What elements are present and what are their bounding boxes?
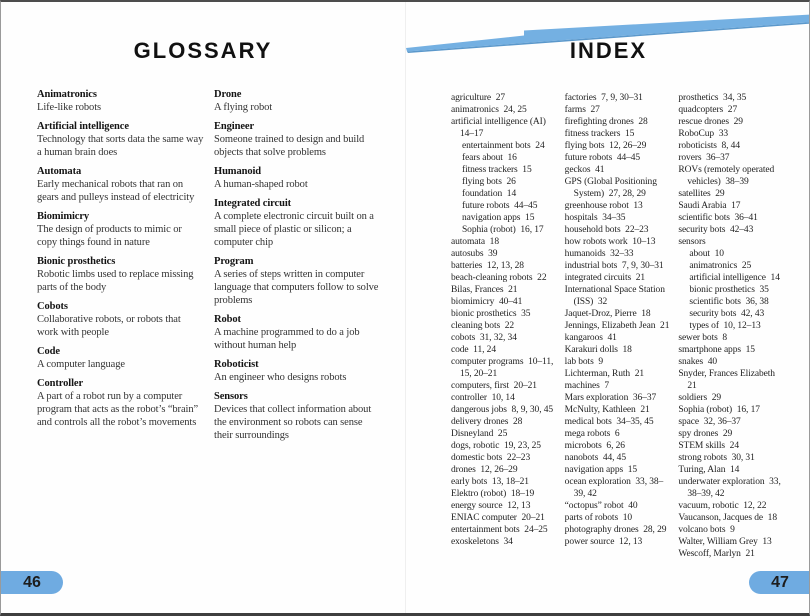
index-entry: soldiers 29 xyxy=(678,393,722,403)
glossary-definition: Someone trained to design and build objects that solve problems xyxy=(214,134,365,158)
index-entry: code 11, 24 xyxy=(451,345,496,355)
index-entry: parts of robots 10 xyxy=(564,513,633,523)
index-entry: scientific bots 36–41 xyxy=(678,213,758,223)
glossary-entry xyxy=(214,120,381,159)
index-entry: Walter, William Grey 13 xyxy=(678,537,772,547)
index-entry: exoskeletons 34 xyxy=(451,537,513,547)
index-subentry: foundation 14 xyxy=(462,189,517,199)
glossary-entry xyxy=(37,88,204,114)
index-entry: computer programs 10–11, 15, 20–21 xyxy=(451,357,554,379)
glossary-term: Animatronics xyxy=(37,89,97,100)
index-subentry: future robots 44–45 xyxy=(462,201,538,211)
index-entry: nanobots 44, 45 xyxy=(564,453,626,463)
glossary-definition: Robotic limbs used to replace missing parts of the body xyxy=(37,269,194,293)
glossary-definition: The design of products to mimic or copy things found in nature xyxy=(37,224,182,248)
index-entry: future robots 44–45 xyxy=(564,153,641,163)
glossary-term: Engineer xyxy=(214,121,255,132)
glossary-definition: Life-like robots xyxy=(37,102,102,113)
index-subentry: scientific bots 36, 38 xyxy=(689,297,769,307)
glossary-entry xyxy=(37,120,204,159)
index-entry: ENIAC computer 20–21 xyxy=(451,513,545,523)
index-entry: cobots 31, 32, 34 xyxy=(451,333,517,343)
index-entry: ocean exploration 33, 38–39, 42 xyxy=(564,477,664,499)
index-subentry: about 10 xyxy=(689,249,724,259)
index-entry: snakes 40 xyxy=(678,357,718,367)
index-entry: security bots 42–43 xyxy=(678,225,754,235)
glossary-term: Drone xyxy=(214,89,242,100)
glossary-definition: Devices that collect information about the environment so robots can sense their surroundings xyxy=(214,404,372,441)
index-subentry: bionic prosthetics 35 xyxy=(689,285,769,295)
index-subentry: animatronics 25 xyxy=(689,261,752,271)
glossary-term: Program xyxy=(214,256,254,267)
index-subentry: fitness trackers 15 xyxy=(462,165,532,175)
index-subentry: artificial intelligence 14 xyxy=(689,273,780,283)
index-subentry: fears about 16 xyxy=(462,153,517,163)
index-entry: computers, first 20–21 xyxy=(451,381,537,391)
index-entry: Saudi Arabia 17 xyxy=(678,201,741,211)
index-entry: industrial bots 7, 9, 30–31 xyxy=(564,261,664,271)
index-entry: animatronics 24, 25 xyxy=(451,105,527,115)
glossary-entry xyxy=(37,210,204,249)
index-entry: medical bots 34–35, 45 xyxy=(564,417,654,427)
glossary-term: Code xyxy=(37,346,60,357)
index-entry: navigation apps 15 xyxy=(564,465,638,475)
index-entry: humanoids 32–33 xyxy=(564,249,634,259)
index-entry: dogs, robotic 19, 23, 25 xyxy=(451,441,541,451)
glossary-entry xyxy=(214,313,381,352)
glossary-definition: A part of a robot run by a computer program that acts as the robot’s “brain” and controls all the robot’s movements xyxy=(37,391,199,428)
index-entry: bionic prosthetics 35 xyxy=(451,309,531,319)
glossary-definition: A complete electronic circuit built on a small piece of plastic or silicon; a computer chip xyxy=(214,211,374,248)
glossary-definition: An engineer who designs robots xyxy=(214,372,347,383)
glossary-definition: Collaborative robots, or robots that work with people xyxy=(37,314,181,338)
index-entry: International Space Station (ISS) 32 xyxy=(564,285,665,307)
index-entry: sensors xyxy=(678,237,706,247)
index-subentry: navigation apps 15 xyxy=(462,213,535,223)
glossary-entry xyxy=(37,345,204,371)
index-entry: smartphone apps 15 xyxy=(678,345,755,355)
glossary-entry xyxy=(214,255,381,307)
glossary-title: GLOSSARY xyxy=(133,38,273,63)
glossary-entry xyxy=(37,377,204,429)
index-subentry: Sophia (robot) 16, 17 xyxy=(462,225,544,235)
glossary-entry xyxy=(214,358,381,384)
index-entry: geckos 41 xyxy=(564,165,605,175)
glossary-definition: A series of steps written in computer language that computers follow to solve problems xyxy=(214,269,379,306)
glossary-term: Roboticist xyxy=(214,359,259,370)
index-entry: agriculture 27 xyxy=(451,93,505,103)
index-entry: quadcopters 27 xyxy=(678,105,738,115)
index-entry: domestic bots 22–23 xyxy=(451,453,531,463)
glossary-entry xyxy=(214,197,381,249)
index-entry: satellites 29 xyxy=(678,189,725,199)
index-entry: Vaucanson, Jacques de 18 xyxy=(678,513,777,523)
index-column-2 xyxy=(565,92,672,560)
glossary-term: Integrated circuit xyxy=(214,198,292,209)
index-subentry: flying bots 26 xyxy=(462,177,516,187)
index-entry: autosubs 39 xyxy=(451,249,498,259)
glossary-entry xyxy=(214,390,381,442)
index-entry: RoboCup 33 xyxy=(678,129,729,139)
index-entry: ROVs (remotely operated vehicles) 38–39 xyxy=(678,165,775,187)
glossary-term: Artificial intelligence xyxy=(37,121,129,132)
glossary-term: Robot xyxy=(214,314,241,325)
index-subentry: entertainment bots 24 xyxy=(462,141,545,151)
index-entry: household bots 22–23 xyxy=(564,225,649,235)
index-entry: fitness trackers 15 xyxy=(564,129,635,139)
index-entry: batteries 12, 13, 28 xyxy=(451,261,524,271)
index-entry: Turing, Alan 14 xyxy=(678,465,740,475)
index-entry: photography drones 28, 29 xyxy=(564,525,667,535)
index-page xyxy=(405,2,810,613)
glossary-definition: A flying robot xyxy=(214,102,273,113)
index-entry: vacuum, robotic 12, 22 xyxy=(678,501,767,511)
glossary-term: Controller xyxy=(37,378,84,389)
index-entry: how robots work 10–13 xyxy=(564,237,656,247)
index-column-1 xyxy=(451,92,558,560)
index-entry: early bots 13, 18–21 xyxy=(451,477,529,487)
index-entry: space 32, 36–37 xyxy=(678,417,741,427)
glossary-term: Biomimicry xyxy=(37,211,90,222)
index-entry: delivery drones 28 xyxy=(451,417,523,427)
index-entry: Elektro (robot) 18–19 xyxy=(451,489,535,499)
index-entry: artificial intelligence (AI) 14–17 xyxy=(451,117,551,139)
index-entry: hospitals 34–35 xyxy=(564,213,626,223)
index-column-3 xyxy=(678,92,785,560)
index-entry: factories 7, 9, 30–31 xyxy=(564,93,643,103)
index-entry: beach-cleaning robots 22 xyxy=(451,273,547,283)
glossary-entry xyxy=(37,300,204,339)
index-entry: “octopus” robot 40 xyxy=(564,501,638,511)
glossary-entry xyxy=(37,165,204,204)
glossary-entry xyxy=(214,165,381,191)
index-columns xyxy=(451,92,785,560)
index-entry: roboticists 8, 44 xyxy=(678,141,740,151)
index-entry: Disneyland 25 xyxy=(451,429,508,439)
index-title: INDEX xyxy=(569,38,648,63)
index-entry: sewer bots 8 xyxy=(678,333,728,343)
index-entry: STEM skills 24 xyxy=(678,441,739,451)
index-entry: farms 27 xyxy=(564,105,600,115)
index-subentry: security bots 42, 43 xyxy=(689,309,765,319)
index-entry: firefighting drones 28 xyxy=(564,117,648,127)
index-entry: drones 12, 26–29 xyxy=(451,465,518,475)
index-entry: biomimicry 40–41 xyxy=(451,297,523,307)
glossary-columns xyxy=(37,88,381,448)
index-entry: cleaning bots 22 xyxy=(451,321,515,331)
index-entry: Sophia (robot) 16, 17 xyxy=(678,405,760,415)
glossary-column-1 xyxy=(37,88,204,448)
index-entry: Mars exploration 36–37 xyxy=(564,393,657,403)
glossary-definition: A machine programmed to do a job without human help xyxy=(214,327,360,351)
index-subentry: types of 10, 12–13 xyxy=(689,321,761,331)
glossary-entry xyxy=(214,88,381,114)
glossary-definition: A computer language xyxy=(37,359,125,370)
index-entry: Wescoff, Marlyn 21 xyxy=(678,549,755,559)
index-entry: controller 10, 14 xyxy=(451,393,515,403)
index-entry: microbots 6, 26 xyxy=(564,441,625,451)
index-entry: integrated circuits 21 xyxy=(564,273,646,283)
index-entry: Jennings, Elizabeth Jean 21 xyxy=(564,321,670,331)
index-entry: rescue drones 29 xyxy=(678,117,743,127)
glossary-term: Sensors xyxy=(214,391,248,402)
index-entry: energy source 12, 13 xyxy=(451,501,531,511)
glossary-definition: A human-shaped robot xyxy=(214,179,308,190)
index-entry: underwater exploration 33, 38–39, 42 xyxy=(678,477,781,499)
index-entry: Bilas, Frances 21 xyxy=(451,285,518,295)
index-entry: automata 18 xyxy=(451,237,499,247)
glossary-term: Cobots xyxy=(37,301,68,312)
index-entry: spy drones 29 xyxy=(678,429,733,439)
index-entry: flying bots 12, 26–29 xyxy=(564,141,647,151)
glossary-term: Automata xyxy=(37,166,82,177)
index-entry: volcano bots 9 xyxy=(678,525,735,535)
index-entry: rovers 36–37 xyxy=(678,153,730,163)
index-entry: mega robots 6 xyxy=(564,429,620,439)
glossary-term: Bionic prosthetics xyxy=(37,256,116,267)
index-entry: Karakuri dolls 18 xyxy=(564,345,632,355)
glossary-definition: Early mechanical robots that ran on gears and pulleys instead of electricity xyxy=(37,179,195,203)
index-entry: lab bots 9 xyxy=(564,357,603,367)
page-number-right: 47 xyxy=(749,571,810,594)
glossary-term: Humanoid xyxy=(214,166,262,177)
index-entry: machines 7 xyxy=(564,381,610,391)
index-entry: entertainment bots 24–25 xyxy=(451,525,548,535)
glossary-entry xyxy=(37,255,204,294)
index-entry: Jaquet-Droz, Pierre 18 xyxy=(564,309,651,319)
glossary-column-2 xyxy=(214,88,381,448)
index-entry: Lichterman, Ruth 21 xyxy=(564,369,645,379)
glossary-definition: Technology that sorts data the same way a human brain does xyxy=(37,134,204,158)
index-entry: strong robots 30, 31 xyxy=(678,453,755,463)
page-number-left: 46 xyxy=(1,571,63,594)
index-entry: dangerous jobs 8, 9, 30, 45 xyxy=(451,405,554,415)
index-entry: prosthetics 34, 35 xyxy=(678,93,747,103)
index-entry: GPS (Global Positioning System) 27, 28, 29 xyxy=(564,177,657,199)
glossary-page xyxy=(1,2,405,613)
index-entry: kangaroos 41 xyxy=(564,333,617,343)
index-entry: Snyder, Frances Elizabeth 21 xyxy=(678,369,780,391)
index-entry: greenhouse robot 13 xyxy=(564,201,643,211)
index-entry: power source 12, 13 xyxy=(564,537,643,547)
index-entry: McNulty, Kathleen 21 xyxy=(564,405,650,415)
